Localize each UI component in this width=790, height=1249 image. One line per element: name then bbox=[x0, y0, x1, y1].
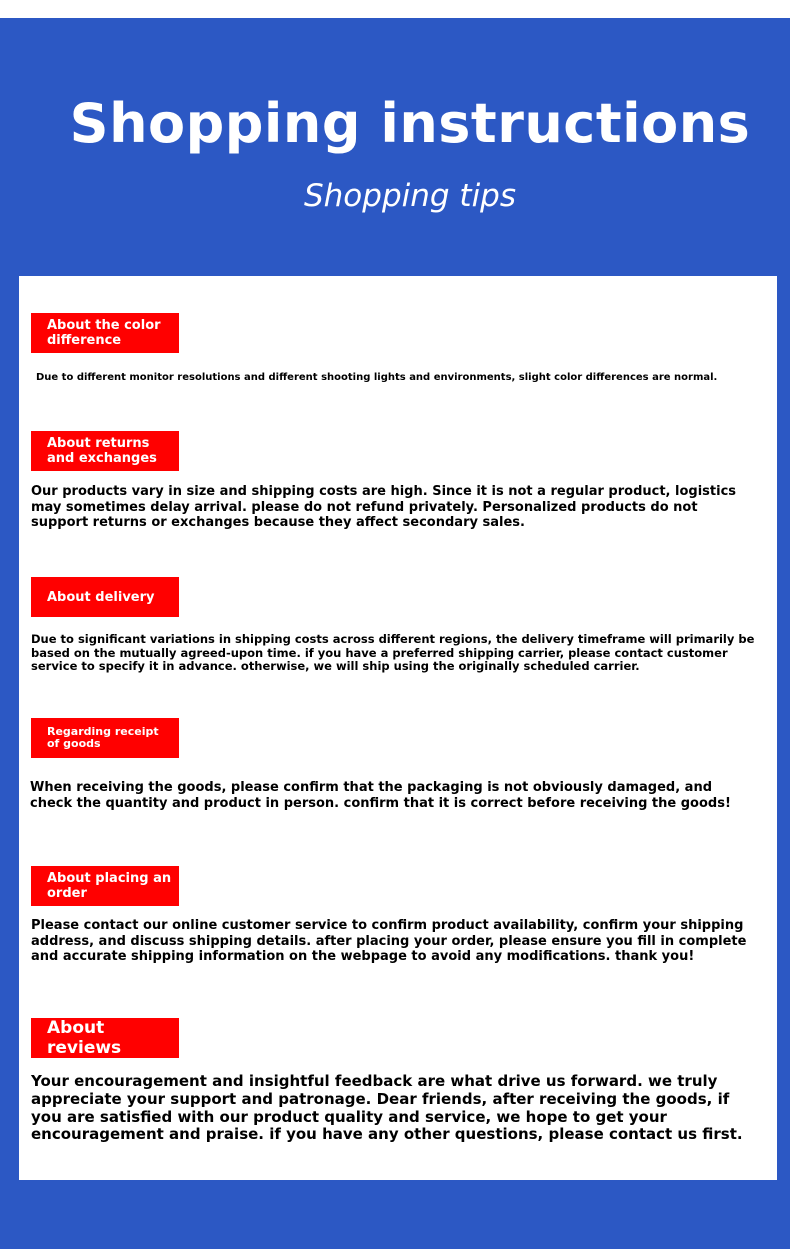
section-tag-placing-order: About placing an order bbox=[31, 866, 179, 906]
page-subtitle: Shopping tips bbox=[303, 178, 517, 214]
section-text-color-difference: Due to different monitor resolutions and different shooting lights and environments, slight color differences are normal. bbox=[36, 372, 718, 383]
section-text-returns-exchanges: Our products vary in size and shipping costs are high. Since it is not a regular product, logistics may sometimes delay arrival. please do not refund privately. Personalized products do not support returns or exchanges because they affect secondary sales. bbox=[31, 484, 737, 530]
section-tag-delivery: About delivery bbox=[31, 577, 179, 617]
section-text-reviews: Your encouragement and insightful feedback are what drive us forward. we truly appreciate your support and patronage. Dear friends, after receiving the goods, if you are satisfied with our product quality and service, we hope to get your encouragement and praise. if you have any other questions, please contact us first. bbox=[31, 1072, 743, 1144]
section-text-placing-order: Please contact our online customer service to confirm product availability, confirm your shipping address, and discuss shipping details. after placing your order, please ensure you fill in complete and accurate shipping information on the webpage to avoid any modifications. thank you! bbox=[31, 918, 747, 964]
section-tag-reviews: About reviews bbox=[31, 1018, 179, 1058]
section-tag-color-difference: About the color difference bbox=[31, 313, 179, 353]
section-text-receipt-of-goods: When receiving the goods, please confirm that the packaging is not obviously damaged, and check the quantity and product in person. confirm that it is correct before receiving the goods! bbox=[30, 780, 731, 811]
section-tag-receipt-of-goods: Regarding receipt of goods bbox=[31, 718, 179, 758]
section-tag-returns-exchanges: About returns and exchanges bbox=[31, 431, 179, 471]
section-text-delivery: Due to significant variations in shipping costs across different regions, the delivery timeframe will primarily be based on the mutually agreed-upon time. if you have a preferred shipping carrier, please contact customer service to specify it in advance. otherwise, we will ship using the originally scheduled carrier. bbox=[31, 632, 755, 673]
page-title: Shopping instructions bbox=[69, 92, 751, 155]
